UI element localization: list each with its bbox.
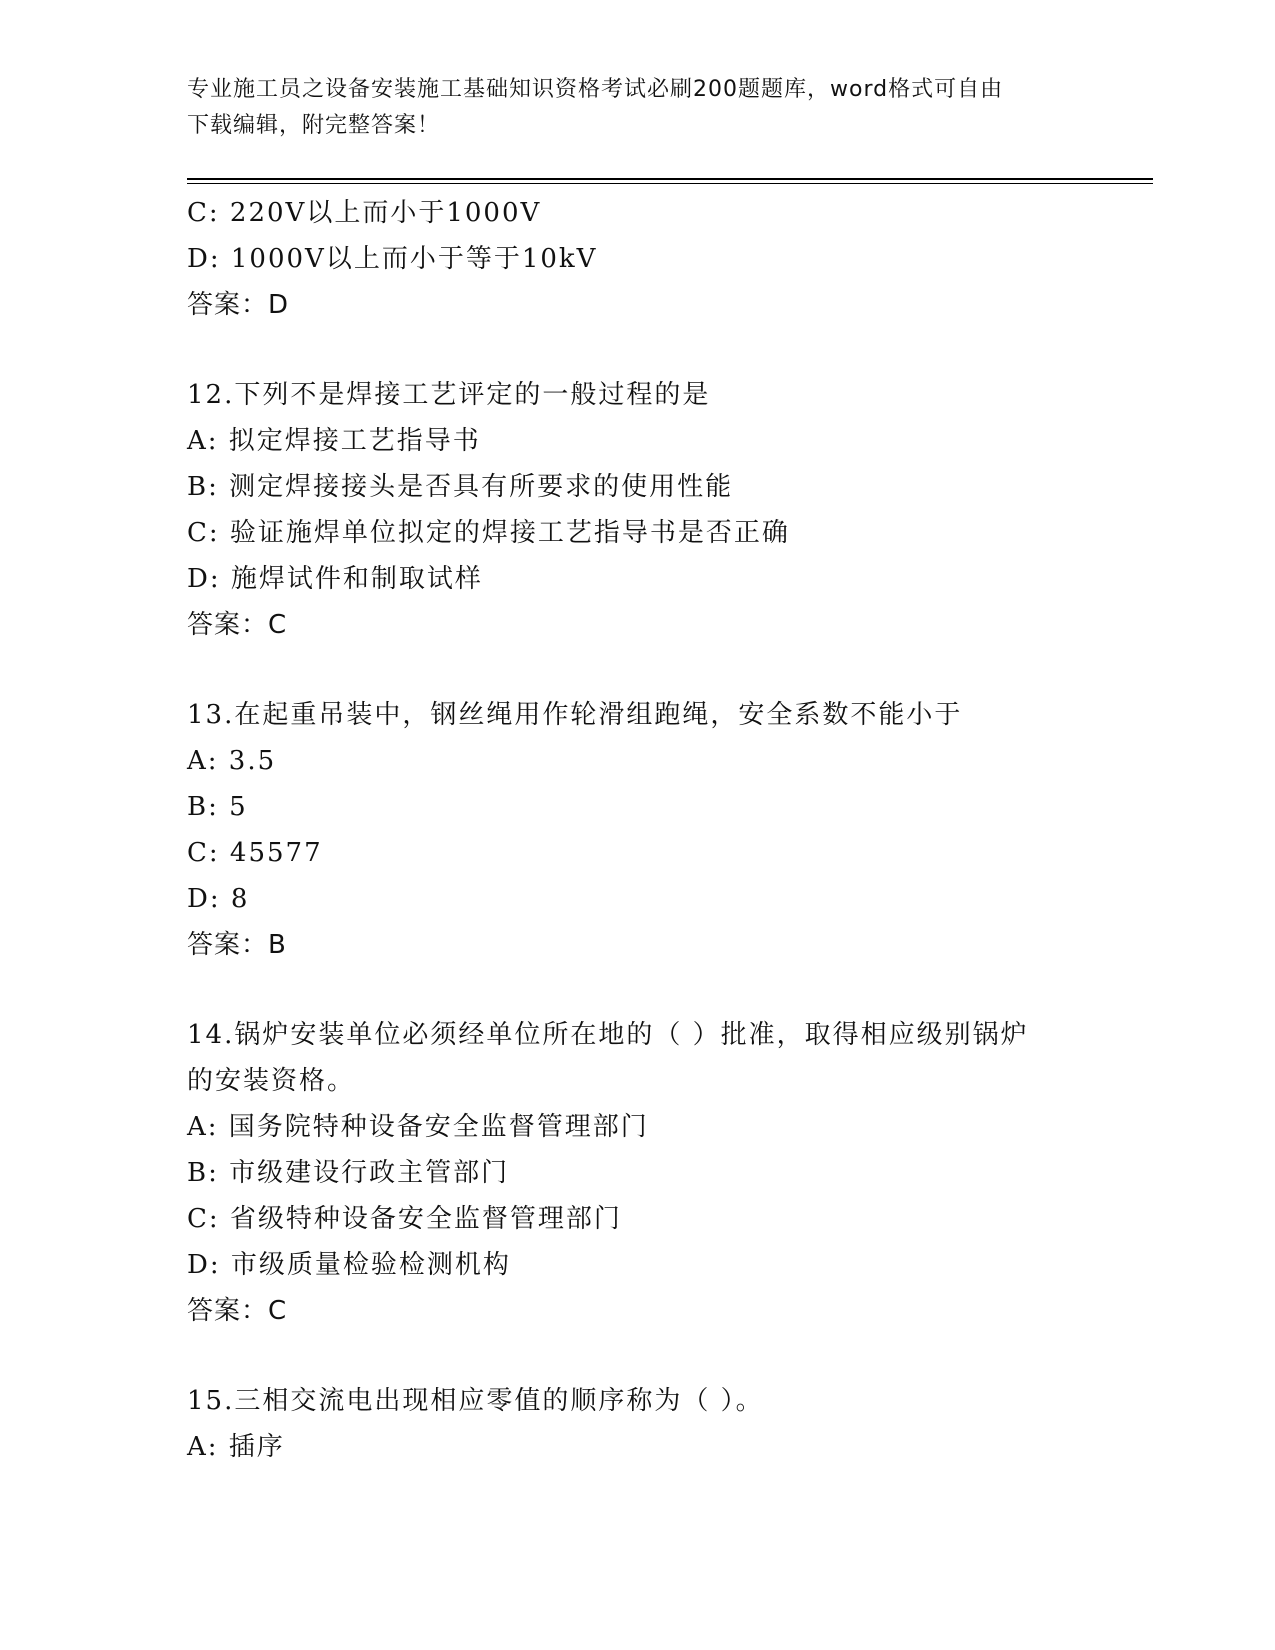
- option-d: D: 8: [187, 884, 250, 914]
- header-line-1: 专业施工员之设备安装施工基础知识资格考试必刷200题题库，word格式可自由: [187, 77, 1004, 102]
- option-c: C: 220V以上而小于1000V: [187, 198, 542, 228]
- option-a: A: 国务院特种设备安全监督管理部门: [187, 1112, 649, 1142]
- question-text: 15.三相交流电出现相应零值的顺序称为（ ）。: [187, 1386, 764, 1416]
- question-text-line-1: 14.锅炉安装单位必须经单位所在地的（ ）批准，取得相应级别锅炉: [187, 1020, 1029, 1050]
- question-14: [187, 1012, 1147, 1334]
- header-line-2: 下载编辑，附完整答案！: [187, 113, 441, 138]
- question-12: [187, 372, 1147, 648]
- option-c: C: 验证施焊单位拟定的焊接工艺指导书是否正确: [187, 518, 790, 548]
- answer-line: 答案：C: [187, 610, 288, 640]
- answer-line: 答案：C: [187, 1296, 288, 1326]
- question-text-line-2: 的安装资格。: [187, 1066, 356, 1096]
- option-d: D: 施焊试件和制取试样: [187, 564, 483, 594]
- answer-line: 答案：D: [187, 290, 290, 320]
- option-c: C: 45577: [187, 838, 323, 868]
- option-b: B: 5: [187, 792, 248, 822]
- question-11-tail: [187, 190, 1147, 328]
- question-text: 12.下列不是焊接工艺评定的一般过程的是: [187, 380, 711, 410]
- option-b: B: 市级建设行政主管部门: [187, 1158, 510, 1188]
- option-a: A: 3.5: [187, 746, 277, 776]
- option-a: A: 插序: [187, 1432, 285, 1462]
- document-header: [187, 72, 1087, 144]
- question-text: 13.在起重吊装中，钢丝绳用作轮滑组跑绳，安全系数不能小于: [187, 700, 963, 730]
- option-c: C: 省级特种设备安全监督管理部门: [187, 1204, 622, 1234]
- question-15: [187, 1378, 1147, 1470]
- answer-line: 答案：B: [187, 930, 287, 960]
- question-list: [187, 190, 1147, 1470]
- header-divider-thin: [187, 183, 1153, 184]
- option-b: B: 测定焊接接头是否具有所要求的使用性能: [187, 472, 734, 502]
- option-d: D: 1000V以上而小于等于10kV: [187, 244, 598, 274]
- option-d: D: 市级质量检验检测机构: [187, 1250, 511, 1280]
- option-a: A: 拟定焊接工艺指导书: [187, 426, 481, 456]
- question-13: [187, 692, 1147, 968]
- header-divider: [187, 178, 1153, 180]
